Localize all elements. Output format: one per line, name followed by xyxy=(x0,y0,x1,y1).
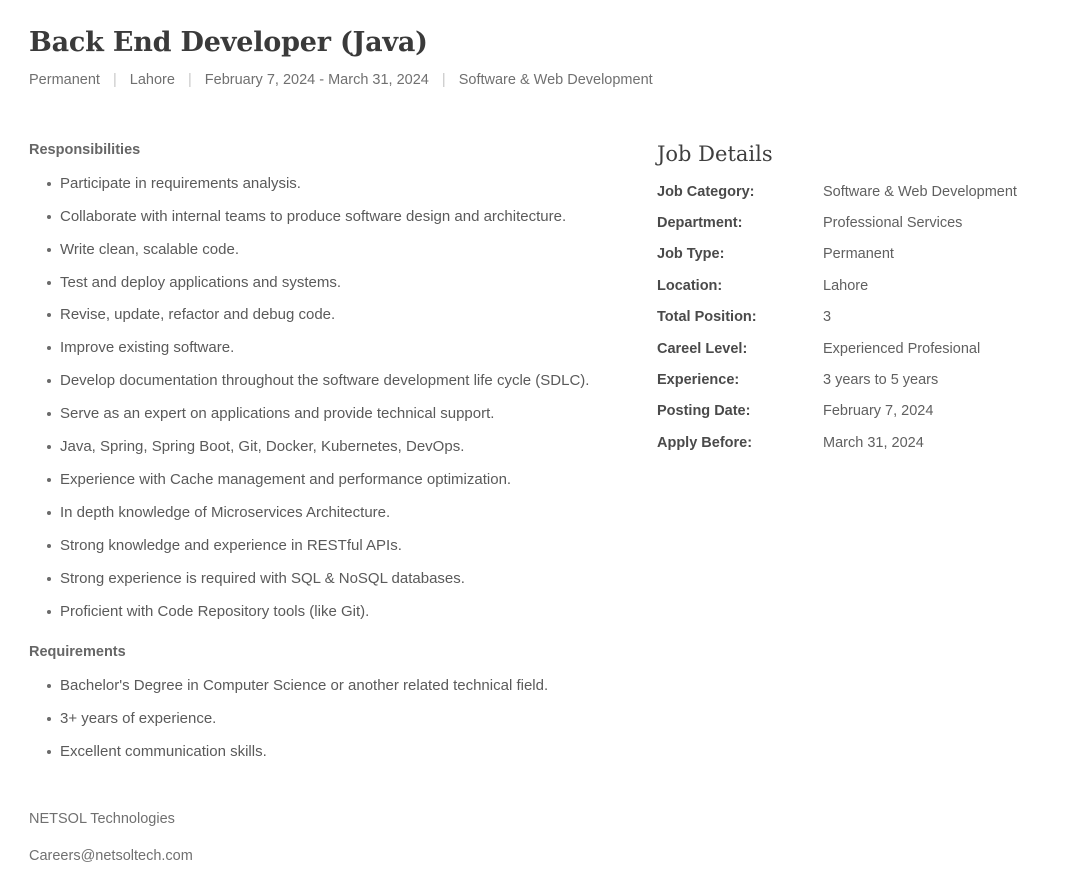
detail-value: 3 years to 5 years xyxy=(823,372,939,389)
footer-company: NETSOL Technologies xyxy=(29,811,175,827)
list-item: Serve as an expert on applications and provide technical support. xyxy=(29,404,657,424)
list-item: Experience with Cache management and performance optimization. xyxy=(29,470,657,490)
job-description-column xyxy=(29,142,657,775)
responsibilities-heading: Responsibilities xyxy=(29,141,141,158)
job-meta-type: Permanent xyxy=(29,71,100,88)
footer-email[interactable]: Careers@netsoltech.com xyxy=(29,847,193,864)
list-item: In depth knowledge of Microservices Architecture. xyxy=(29,503,657,523)
detail-label: Careel Level: xyxy=(657,340,748,357)
table-row xyxy=(657,372,1017,403)
table-row xyxy=(657,215,1017,246)
list-item: Strong knowledge and experience in RESTful APIs. xyxy=(29,536,657,556)
list-item: Java, Spring, Spring Boot, Git, Docker, Kubernetes, DevOps. xyxy=(29,437,657,457)
detail-label: Location: xyxy=(657,277,723,294)
table-row xyxy=(657,184,1017,215)
list-item: Develop documentation throughout the software development life cycle (SDLC). xyxy=(29,371,657,391)
list-item: Participate in requirements analysis. xyxy=(29,174,657,194)
job-meta-line xyxy=(29,72,1045,88)
detail-value: February 7, 2024 xyxy=(823,403,934,420)
detail-value: Experienced Profesional xyxy=(823,340,981,357)
job-details-column xyxy=(657,142,1045,467)
job-details-table xyxy=(657,184,1017,467)
content-columns xyxy=(29,142,1045,775)
detail-label: Total Position: xyxy=(657,309,757,326)
responsibilities-list xyxy=(29,174,657,622)
meta-separator: | xyxy=(187,71,192,88)
list-item: Collaborate with internal teams to produce software design and architecture. xyxy=(29,207,657,227)
detail-value: March 31, 2024 xyxy=(823,434,924,451)
job-meta-dates: February 7, 2024 - March 31, 2024 xyxy=(204,71,429,88)
detail-label: Experience: xyxy=(657,372,740,389)
detail-value: Professional Services xyxy=(823,215,963,232)
list-item: Improve existing software. xyxy=(29,338,657,358)
list-item: Test and deploy applications and systems. xyxy=(29,273,657,293)
job-meta-category: Software & Web Development xyxy=(458,71,653,88)
meta-separator: | xyxy=(112,71,117,88)
meta-separator: | xyxy=(441,71,446,88)
detail-value: Software & Web Development xyxy=(823,183,1017,200)
job-meta-location: Lahore xyxy=(129,71,175,88)
detail-label: Job Type: xyxy=(657,246,725,263)
table-row xyxy=(657,309,1017,340)
page-title: Back End Developer (Java) xyxy=(29,27,428,58)
list-item: Write clean, scalable code. xyxy=(29,240,657,260)
detail-label: Department: xyxy=(657,215,743,232)
requirements-heading: Requirements xyxy=(29,643,126,660)
job-details-heading: Job Details xyxy=(657,141,773,166)
table-row xyxy=(657,403,1017,434)
table-row xyxy=(657,435,1017,466)
table-row xyxy=(657,246,1017,277)
detail-label: Apply Before: xyxy=(657,434,753,451)
table-row xyxy=(657,341,1017,372)
detail-value: Lahore xyxy=(823,277,869,294)
list-item: Strong experience is required with SQL & NoSQL databases. xyxy=(29,569,657,589)
requirements-block xyxy=(29,644,657,762)
list-item: Revise, update, refactor and debug code. xyxy=(29,305,657,325)
detail-label: Job Category: xyxy=(657,183,755,200)
list-item: Bachelor's Degree in Computer Science or another related technical field. xyxy=(29,676,657,696)
table-row xyxy=(657,278,1017,309)
requirements-list xyxy=(29,676,657,762)
detail-value: Permanent xyxy=(823,246,894,263)
page-footer xyxy=(29,812,193,863)
list-item: Proficient with Code Repository tools (like Git). xyxy=(29,602,657,622)
list-item: 3+ years of experience. xyxy=(29,709,657,729)
detail-value: 3 xyxy=(823,309,832,326)
detail-label: Posting Date: xyxy=(657,403,751,420)
list-item: Excellent communication skills. xyxy=(29,742,657,762)
